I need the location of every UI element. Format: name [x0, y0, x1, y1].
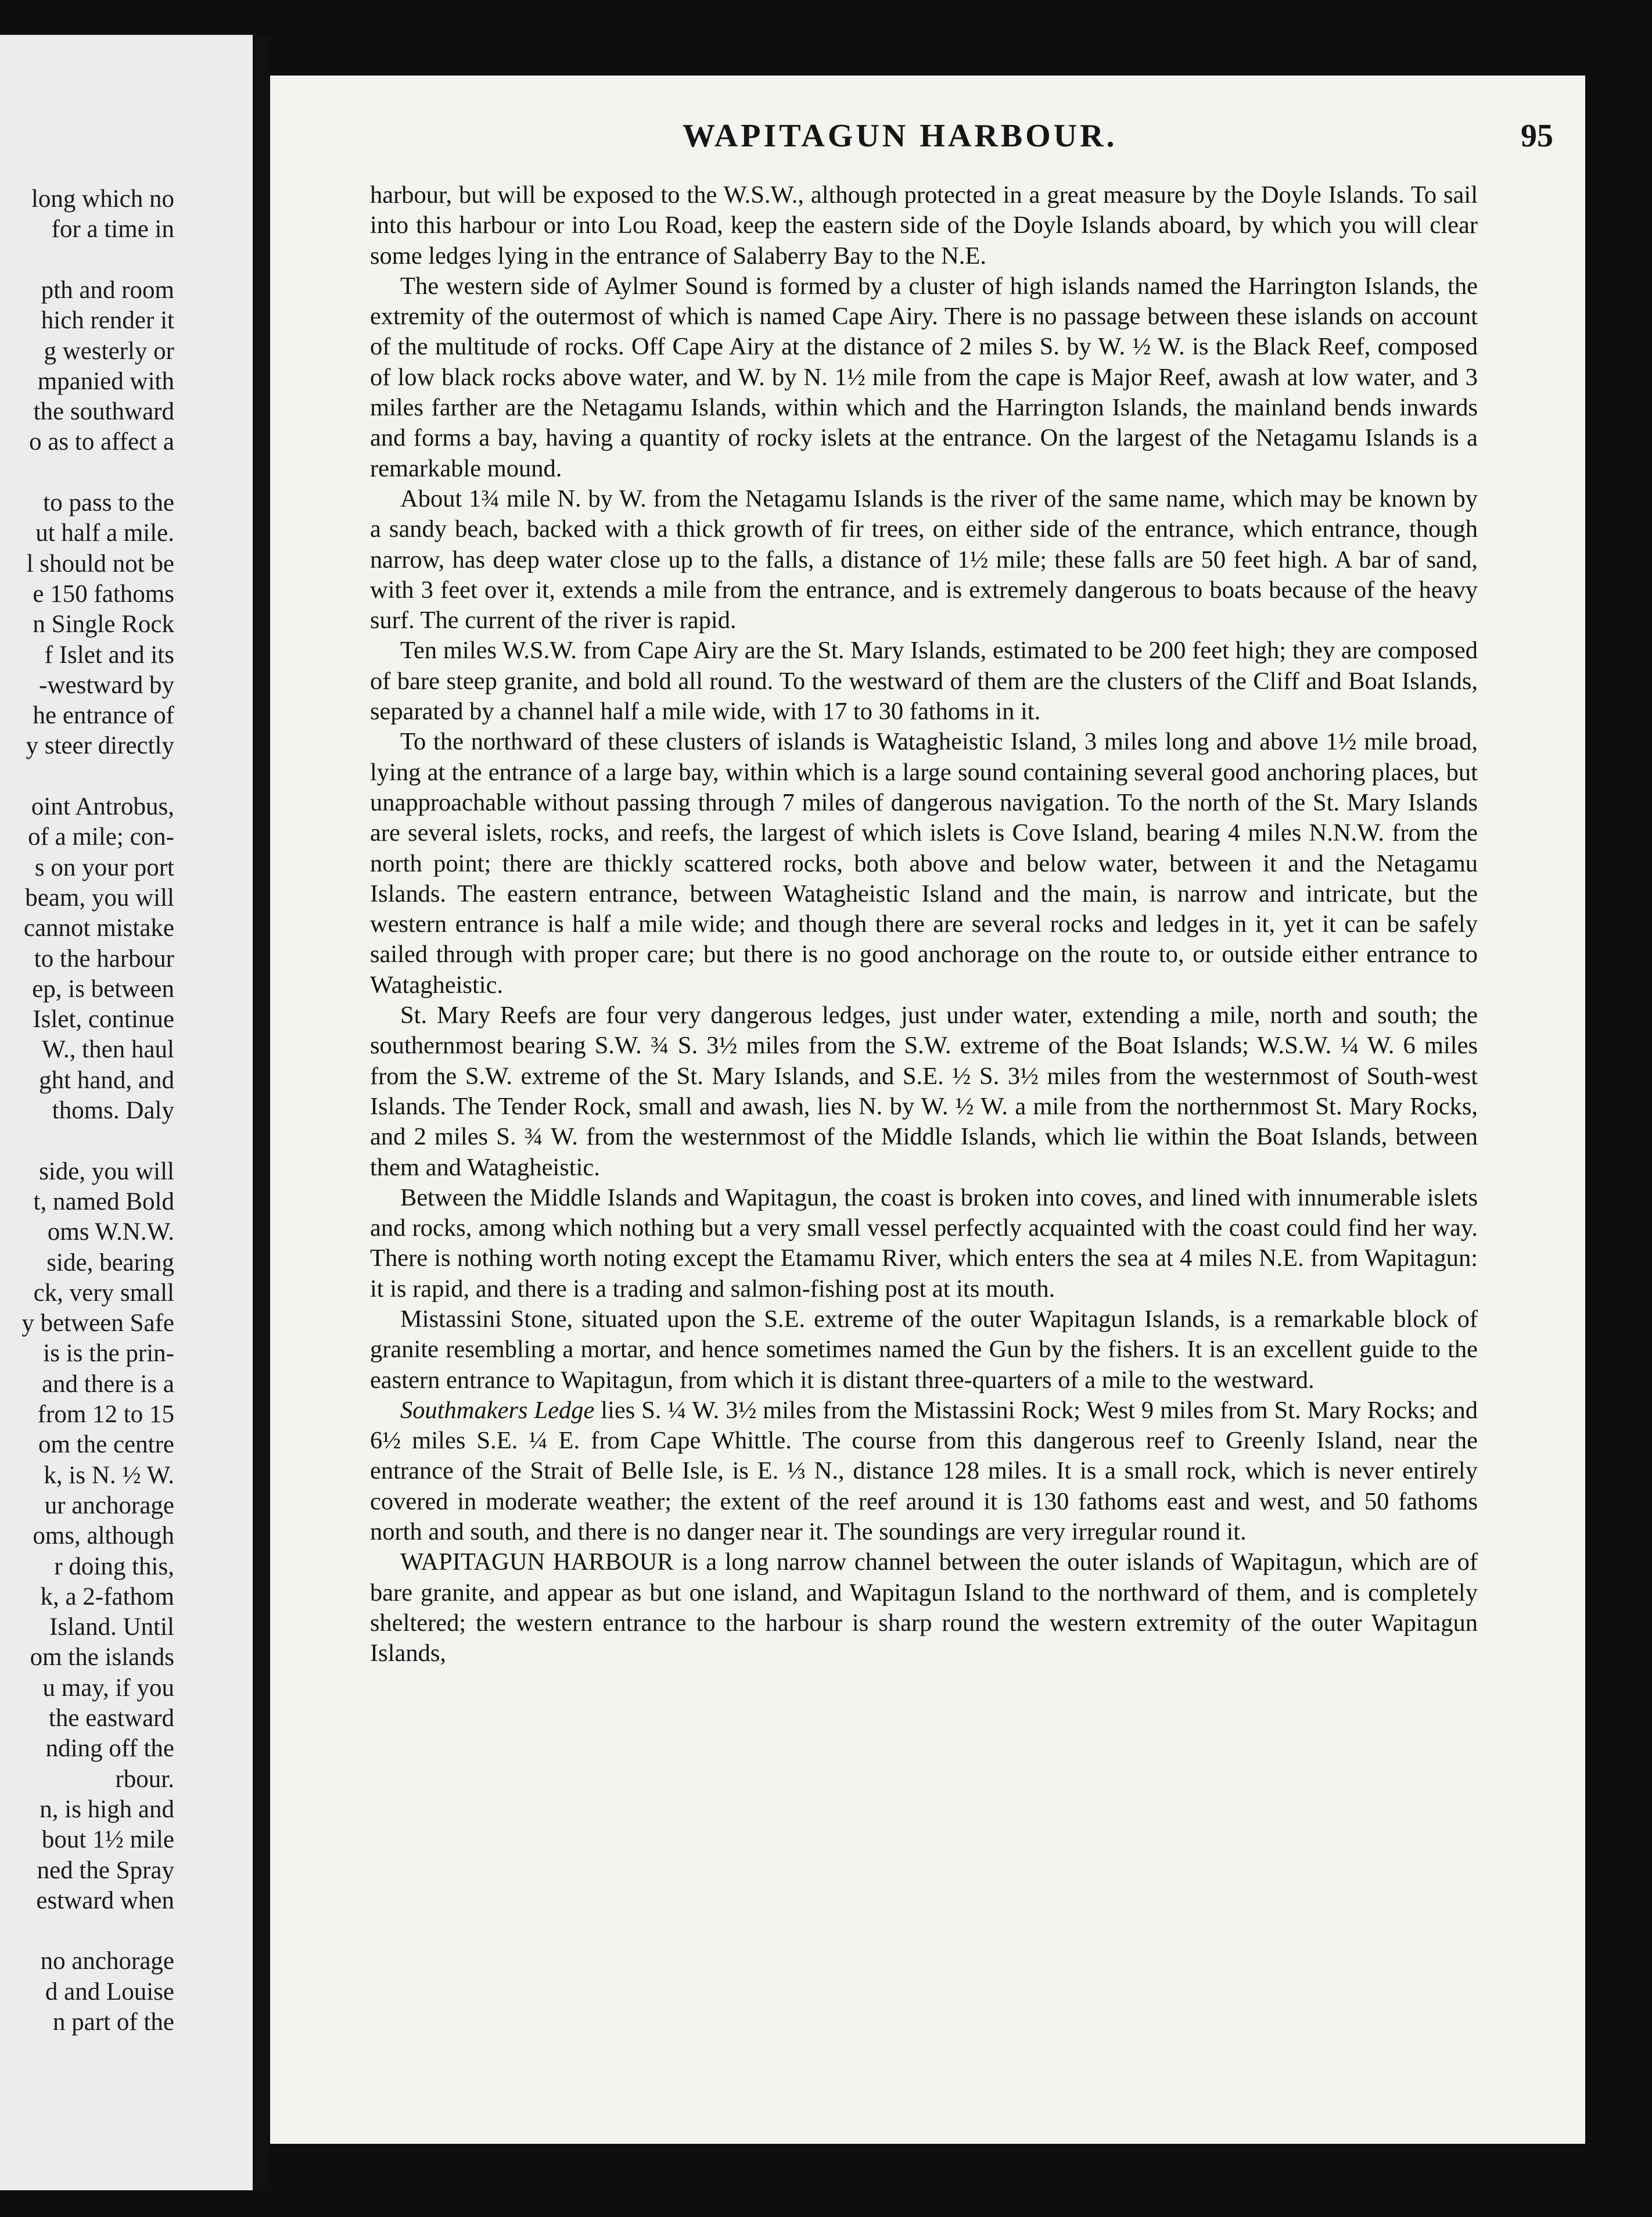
- left-page-line: to pass to the: [43, 489, 174, 516]
- left-page-line: n Single Rock: [33, 611, 174, 638]
- left-page-line: the eastward: [48, 1705, 174, 1732]
- paragraph: About 1¾ mile N. by W. from the Netagamu Islands is the river of the same name, which may be known by a sandy beach, backed with a thick growth of fir trees, on either side of the entrance, which entrance, though narrow, has deep water close up to the falls, a distance of 1½ mile; these falls are 50 feet high. A bar of sand, with 3 feet over it, extends a mile from the entrance, and is extremely dangerous to boats because of the heavy surf. The current of the river is rapid.: [370, 485, 1478, 634]
- paragraph: To the northward of these clusters of islands is Watagheistic Island, 3 miles long and above 1½ mile broad, lying at the entrance of a large bay, within which is a large sound containing several good anchoring places, but unapproachable without passing through 7 miles of dangerous navigation. To the north of the St. Mary Islands are several islets, rocks, and reefs, the largest of which islets is Cove Island, bearing 4 miles N.N.W. from the north point; there are thickly scattered rocks, both above and below water, between it and the Netagamu Islands. The eastern entrance, between Watagheistic Island and the main, is narrow and intricate, but the western entrance is half a mile wide; and though there are several rocks and ledges in it, yet it can be safely sailed through with proper care; but there is no good anchorage on the route to, or outside either entrance to Watagheistic.: [370, 728, 1478, 999]
- left-page-line: Islet, continue: [33, 1006, 174, 1034]
- left-page-line: oint Antrobus,: [31, 793, 174, 820]
- left-page-line: oms, although: [33, 1522, 174, 1550]
- left-page-line: is is the prin-: [43, 1340, 174, 1368]
- left-page-line: y steer directly: [26, 732, 174, 760]
- page-number: 95: [1521, 118, 1553, 154]
- paragraph: The western side of Aylmer Sound is formed by a cluster of high islands named the Harrington Islands, the extremity of the outermost of which is named Cape Airy. There is no passage between these islands on account of the multitude of rocks. Off Cape Airy at the distance of 2 miles S. by W. ½ W. is the Black Reef, composed of low black rocks above water, and W. by N. 1½ mile from the cape is Major Reef, awash at low water, and 3 miles farther are the Netagamu Islands, within which and the Harrington Islands, the mainland bends inwards and forms a bay, having a quantity of rocky islets at the entrance. On the largest of the Netagamu Islands is a remarkable mound.: [370, 272, 1478, 482]
- paragraph: harbour, but will be exposed to the W.S.W., although protected in a great measure by the Doyle Islands. To sail into this harbour or into Lou Road, keep the eastern side of the Doyle Islands aboard, by which you will clear some ledges lying in the entrance of Salaberry Bay to the N.E.: [370, 181, 1478, 270]
- left-page-line: W., then haul: [42, 1036, 174, 1064]
- running-head: WAPITAGUN HARBOUR.: [683, 118, 1118, 154]
- left-page-line: no anchorage: [40, 1947, 174, 1975]
- left-page-line: o as to affect a: [29, 428, 174, 456]
- left-page-line: side, bearing: [46, 1249, 174, 1276]
- left-page-line: rbour.: [115, 1765, 174, 1793]
- left-page-line: ut half a mile.: [35, 519, 174, 547]
- left-page-line: hich render it: [41, 307, 174, 335]
- paragraph: WAPITAGUN HARBOUR is a long narrow channel between the outer islands of Wapitagun, which are of bare granite, and appear as but one island, and Wapitagun Island to the northward of them, and is completely sheltered; the western entrance to the harbour is sharp round the western extremity of the outer Wapitagun Islands,: [370, 1548, 1478, 1667]
- left-page-line: k, is N. ½ W.: [44, 1461, 174, 1489]
- left-page-line: om the islands: [30, 1644, 174, 1671]
- left-page-line: -westward by: [39, 671, 174, 699]
- left-page-line: and there is a: [41, 1370, 174, 1398]
- left-page-line: side, you will: [39, 1157, 174, 1185]
- left-page-line: beam, you will: [25, 884, 174, 912]
- paragraph: [370, 1396, 1478, 1547]
- left-page-line: om the centre: [38, 1431, 174, 1459]
- right-page: [270, 76, 1585, 2144]
- paragraph-body: lies S. ¼ W. 3½ miles from the Mistassini Rock; West 9 miles from St. Mary Rocks; and 6½ miles S.E. ¼ E. from Cape Whittle. The course from this dangerous reef to Greenly Island, near the entrance of the Strait of Belle Isle, is E. ⅓ N., distance 128 miles. It is a small rock, which is never entirely covered in moderate weather; the extent of the reef around it is 130 fathoms east and west, and 50 fathoms north and south, and there is no danger near it. The soundings are very irregular round it.: [370, 1396, 1478, 1546]
- left-page-line: ght hand, and: [39, 1066, 174, 1094]
- left-page-line: pth and room: [41, 276, 174, 304]
- left-page-line: ned the Spray: [37, 1856, 174, 1884]
- left-page-line: s on your port: [34, 853, 174, 881]
- paragraph: Mistassini Stone, situated upon the S.E. extreme of the outer Wapitagun Islands, is a remarkable block of granite resembling a mortar, and hence sometimes named the Gun by the fishers. It is an excellent guide to the eastern entrance to Wapitagun, from which it is distant three-quarters of a mile to the westward.: [370, 1305, 1478, 1394]
- left-page-line: ep, is between: [32, 975, 174, 1003]
- left-page-line: ck, very small: [33, 1279, 174, 1307]
- left-page-line: r doing this,: [54, 1552, 174, 1580]
- left-page-line: f Islet and its: [44, 641, 174, 669]
- left-page-line: n, is high and: [39, 1795, 174, 1823]
- left-facing-page: [0, 35, 253, 2190]
- left-page-line: t, named Bold: [33, 1188, 174, 1215]
- left-page-line: u may, if you: [42, 1674, 174, 1702]
- left-page-line: bout 1½ mile: [41, 1826, 174, 1854]
- left-page-line: l should not be: [26, 550, 174, 577]
- left-page-line: g westerly or: [44, 337, 174, 365]
- left-page-line: e 150 fathoms: [33, 580, 174, 608]
- paragraph-lead: Southmakers Ledge: [400, 1396, 595, 1424]
- paragraph: St. Mary Reefs are four very dangerous ledges, just under water, extending a mile, north and south; the southernmost bearing S.W. ¾ S. 3½ miles from the S.W. extreme of the Boat Islands; W.S.W. ¼ W. 6 miles from the S.W. extreme of the St. Mary Islands, and S.E. ½ S. 3½ miles from the westernmost of South-west Islands. The Tender Rock, small and awash, lies N. by W. ½ W. a mile from the northernmost St. Mary Rocks, and 2 miles S. ¾ W. from the westernmost of the Middle Islands, which lie within the Boat Islands, between them and Watagheistic.: [370, 1002, 1478, 1181]
- left-page-line: of a mile; con-: [28, 823, 174, 851]
- left-page-line: oms W.N.W.: [47, 1218, 174, 1246]
- left-page-line: he entrance of: [33, 702, 174, 730]
- left-page-line: from 12 to 15: [37, 1401, 174, 1428]
- left-page-line: y between Safe: [21, 1310, 174, 1337]
- left-page-line: nding off the: [45, 1735, 174, 1763]
- paragraph: Between the Middle Islands and Wapitagun, the coast is broken into coves, and lined with innumerable islets and rocks, among which nothing but a very small vessel perfectly acquainted with the coast could find her way. There is nothing worth noting except the Etamamu River, which enters the sea at 4 miles N.E. from Wapitagun: it is rapid, and there is a trading and salmon-fishing post at its mouth.: [370, 1183, 1478, 1303]
- left-page-line: Island. Until: [49, 1613, 174, 1641]
- left-page-line: estward when: [36, 1886, 174, 1914]
- left-page-line: long which no: [31, 185, 174, 213]
- paragraph: Ten miles W.S.W. from Cape Airy are the St. Mary Islands, estimated to be 200 feet high; they are composed of bare steep granite, and bold all round. To the westward of them are the clusters of the Cliff and Boat Islands, separated by a channel half a mile wide, with 17 to 30 fathoms in it.: [370, 637, 1478, 726]
- left-page-line: for a time in: [51, 216, 174, 243]
- page-header: [270, 117, 1585, 164]
- left-page-line: mpanied with: [37, 367, 174, 395]
- left-page-line: thoms. Daly: [52, 1097, 174, 1124]
- left-page-line: d and Louise: [45, 1978, 174, 2006]
- left-page-line: ur anchorage: [44, 1491, 174, 1519]
- body-text: [370, 180, 1478, 1669]
- left-page-line: to the harbour: [34, 945, 174, 973]
- left-page-line: cannot mistake: [23, 914, 174, 942]
- book-gutter: [253, 35, 270, 2190]
- left-page-line: k, a 2-fathom: [40, 1583, 174, 1610]
- left-page-line: the southward: [33, 398, 174, 426]
- left-page-line: n part of the: [53, 2008, 174, 2036]
